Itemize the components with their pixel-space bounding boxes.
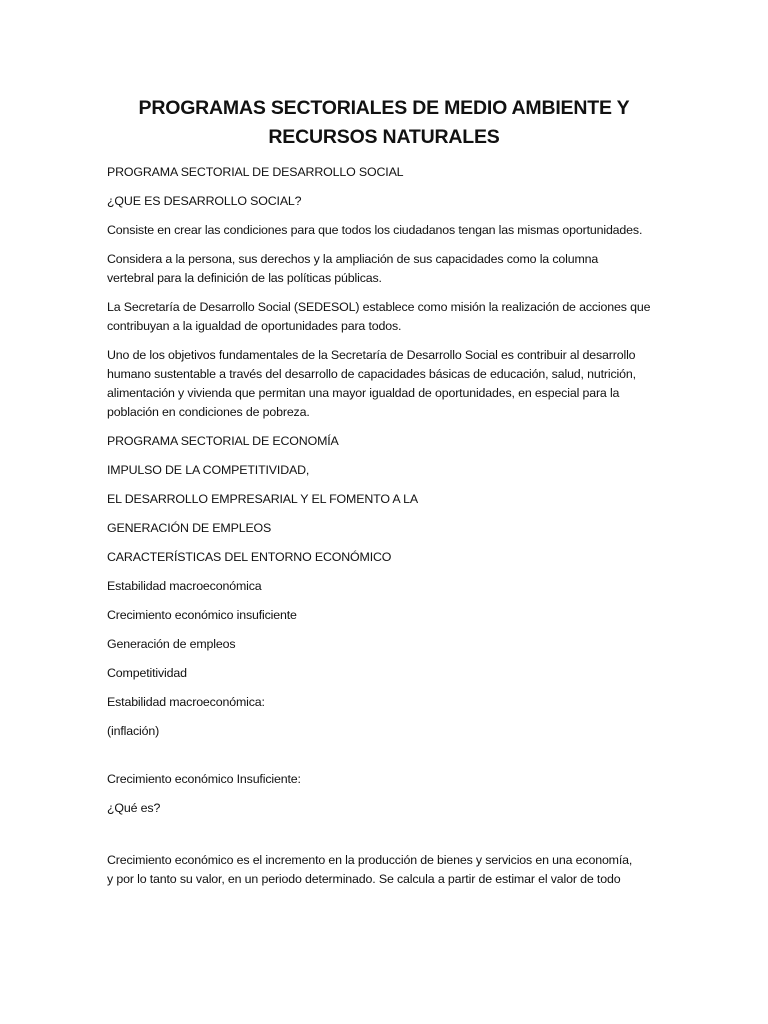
text-line: ¿Qué es? — [107, 801, 161, 815]
text-line: Competitividad — [107, 666, 187, 680]
text-line: (inflación) — [107, 724, 160, 738]
paragraph-sedesol — [107, 298, 667, 336]
text-line: Considera a la persona, sus derechos y la ampliación de sus capacidades como la columna — [107, 252, 599, 266]
paragraph-considera — [107, 250, 667, 288]
text-line: Estabilidad macroeconómica: — [107, 695, 265, 709]
text-line: GENERACIÓN DE EMPLEOS — [107, 521, 272, 535]
text-line: contribuyan a la igualdad de oportunidades para todos. — [107, 319, 402, 333]
text-line: Estabilidad macroeconómica — [107, 579, 262, 593]
paragraph-inflacion — [107, 722, 667, 741]
list-item — [107, 577, 667, 596]
heading-programa-economia — [107, 432, 667, 451]
heading-impulso — [107, 461, 667, 480]
text-line: vertebral para la definición de las políticas públicas. — [107, 271, 382, 285]
heading-generacion-empleos — [107, 519, 667, 538]
document-title — [60, 94, 708, 152]
text-line: PROGRAMA SECTORIAL DE DESARROLLO SOCIAL — [107, 165, 404, 179]
text-line: Crecimiento económico Insuficiente: — [107, 772, 301, 786]
paragraph-consiste — [107, 221, 667, 240]
list-item — [107, 606, 667, 625]
text-line: Generación de empleos — [107, 637, 236, 651]
title-line: PROGRAMAS SECTORIALES DE MEDIO AMBIENTE Y — [138, 97, 630, 119]
text-line: La Secretaría de Desarrollo Social (SEDESOL) establece como misión la realización de acciones que — [107, 300, 651, 314]
subheading-estabilidad — [107, 693, 667, 712]
title-line: RECURSOS NATURALES — [268, 126, 500, 148]
text-line: ¿QUE ES DESARROLLO SOCIAL? — [107, 194, 302, 208]
list-item — [107, 635, 667, 654]
paragraph-crecimiento-definicion — [107, 851, 667, 889]
paragraph-que-es — [107, 799, 667, 818]
text-line: alimentación y vivienda que permitan una mayor igualdad de oportunidades, en especial para la — [107, 386, 620, 400]
text-line: PROGRAMA SECTORIAL DE ECONOMÍA — [107, 434, 339, 448]
subheading-crecimiento — [107, 770, 667, 789]
text-line: Crecimiento económico es el incremento en la producción de bienes y servicios en una economía, — [107, 853, 633, 867]
text-line: EL DESARROLLO EMPRESARIAL Y EL FOMENTO A LA — [107, 492, 419, 506]
text-line: Crecimiento económico insuficiente — [107, 608, 297, 622]
paragraph-objetivos — [107, 346, 667, 422]
text-line: Consiste en crear las condiciones para que todos los ciudadanos tengan las mismas oportunidades. — [107, 223, 643, 237]
text-line: Uno de los objetivos fundamentales de la Secretaría de Desarrollo Social es contribuir al desarrollo — [107, 348, 636, 362]
text-line: y por lo tanto su valor, en un periodo determinado. Se calcula a partir de estimar el valor de todo — [107, 872, 621, 886]
heading-programa-desarrollo-social — [107, 163, 667, 182]
text-line: IMPULSO DE LA COMPETITIVIDAD, — [107, 463, 310, 477]
heading-que-es-desarrollo-social — [107, 192, 667, 211]
document-body — [107, 163, 667, 899]
list-item — [107, 664, 667, 683]
heading-caracteristicas — [107, 548, 667, 567]
text-line: CARACTERÍSTICAS DEL ENTORNO ECONÓMICO — [107, 550, 392, 564]
text-line: población en condiciones de pobreza. — [107, 405, 310, 419]
heading-desarrollo-empresarial — [107, 490, 667, 509]
text-line: humano sustentable a través del desarrollo de capacidades básicas de educación, salud, nutrición, — [107, 367, 636, 381]
